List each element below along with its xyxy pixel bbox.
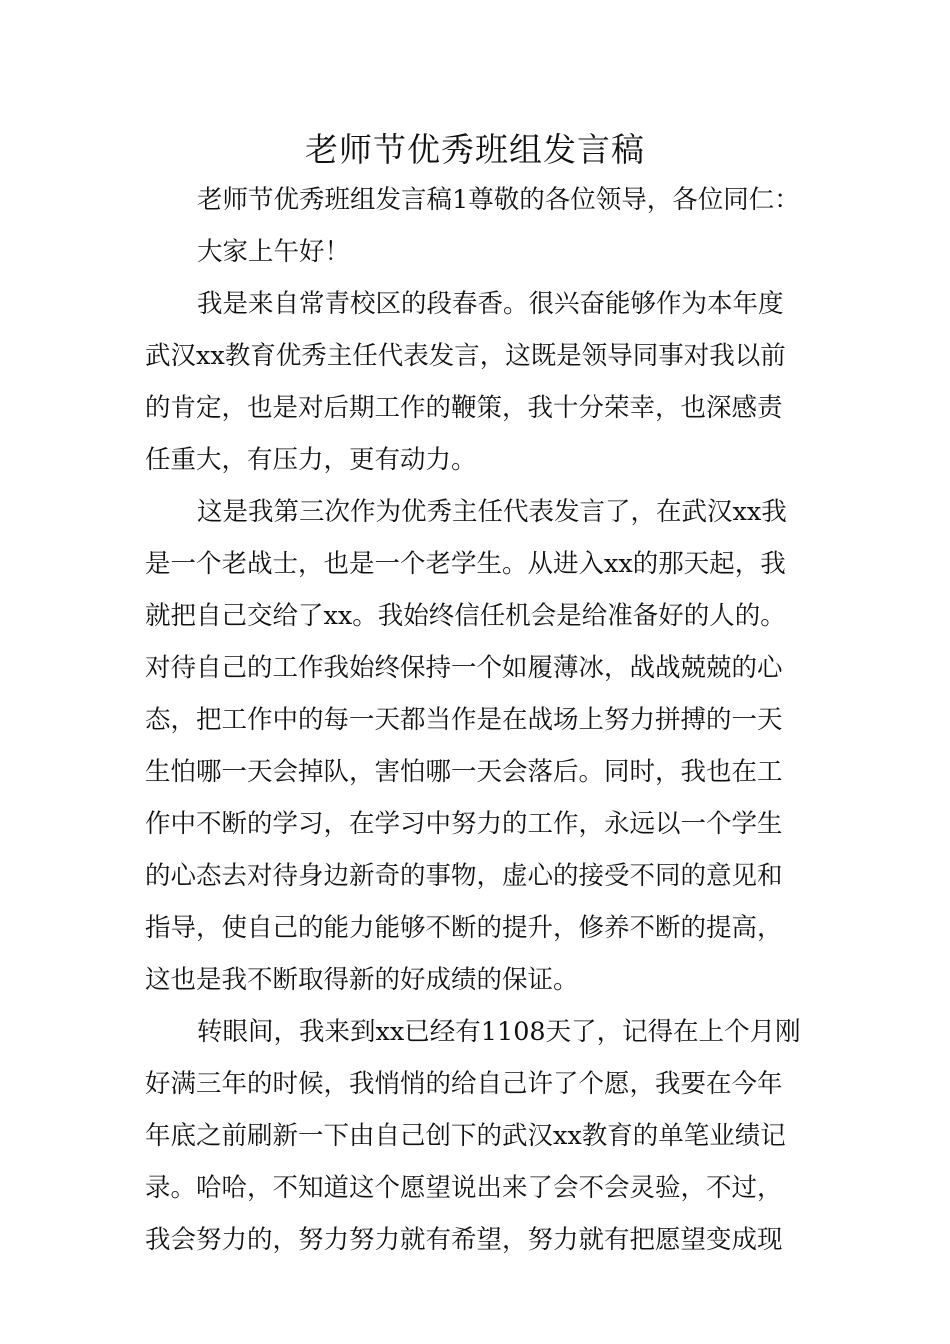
text-line: 武汉xx教育优秀主任代表发言，这既是领导同事对我以前 [145,341,786,371]
text-line: 这是我第三次作为优秀主任代表发言了，在武汉xx我 [197,497,787,527]
text-line: 转眼间，我来到xx已经有1108天了，记得在上个月刚 [197,1017,801,1047]
document-title: 老师节优秀班组发言稿 [305,130,645,169]
text-line: 对待自己的工作我始终保持一个如履薄冰，战战兢兢的心 [145,653,783,683]
text-line: 录。哈哈，不知道这个愿望说出来了会不会灵验，不过， [145,1173,783,1203]
text-line: 任重大，有压力，更有动力。 [145,445,477,475]
text-line: 我是来自常青校区的段春香。很兴奋能够作为本年度 [197,289,784,319]
text-line: 指导，使自己的能力能够不断的提升，修养不断的提高， [145,913,783,943]
text-line: 是一个老战士，也是一个老学生。从进入xx的那天起，我 [145,549,786,579]
document-body [145,174,807,1266]
text-line: 年底之前刷新一下由自己创下的武汉xx教育的单笔业绩记 [145,1121,786,1151]
text-line: 作中不断的学习，在学习中努力的工作，永远以一个学生 [145,809,783,839]
text-line: 老师节优秀班组发言稿1尊敬的各位领导，各位同仁： [197,185,800,215]
text-line: 就把自己交给了xx。我始终信任机会是给准备好的人的。 [145,601,786,631]
text-line: 的肯定，也是对后期工作的鞭策，我十分荣幸，也深感责 [145,393,783,423]
text-line: 我会努力的，努力努力就有希望，努力就有把愿望变成现 [145,1225,783,1255]
text-line: 大家上午好！ [197,237,351,267]
text-line: 的心态去对待身边新奇的事物，虚心的接受不同的意见和 [145,861,783,891]
text-line: 这也是我不断取得新的好成绩的保证。 [145,965,579,995]
text-line: 好满三年的时候，我悄悄的给自己许了个愿，我要在今年 [145,1069,783,1099]
text-line: 生怕哪一天会掉队，害怕哪一天会落后。同时，我也在工 [145,757,783,787]
text-line: 态，把工作中的每一天都当作是在战场上努力拼搏的一天 [145,705,783,735]
